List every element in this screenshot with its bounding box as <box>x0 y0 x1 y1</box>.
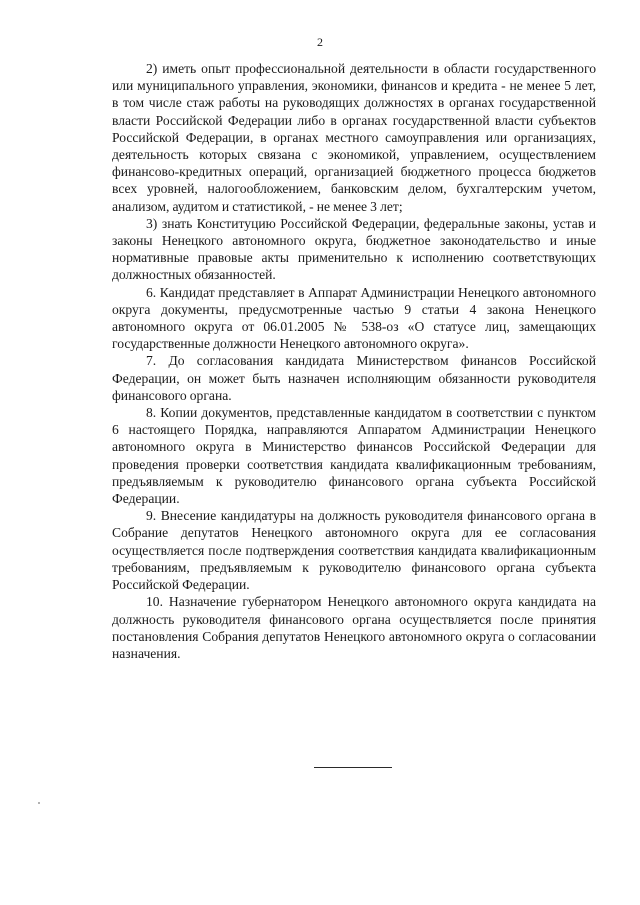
paragraph-item-10: 10. Назначение губернатором Ненецкого автономного округа кандидата на должность руководителя финансового органа осуществляется после принятия постановления Собрания депутатов Ненецкого автономного округа о согласовании назначения. <box>112 594 596 661</box>
paragraph-item-9: 9. Внесение кандидатуры на должность руководителя финансового органа в Собрание депутатов Ненецкого автономного округа для ее согласования осуществляется после подтверждения соответствия кандидата квалификационным требованиям, предъявляемым к руководителю финансового органа субъекта Российской Федерации. <box>112 508 596 593</box>
paragraph-item-6: 6. Кандидат представляет в Аппарат Администрации Ненецкого автономного округа документы, предусмотренные частью 9 статьи 4 закона Ненецкого автономного округа от 06.01.2005 № 538-оз «О статусе лиц, замещающих государственные должности Ненецкого автономного округа». <box>112 284 596 352</box>
document-body <box>112 60 596 662</box>
page-number: 2 <box>317 35 323 49</box>
paragraph-requirement-2: 2) иметь опыт профессиональной деятельности в области государственного или муниципального управления, экономики, финансов и кредита - не менее 5 лет, в том числе стаж работы на руководящих должностях в органах государственной власти Российской Федерации либо в органах государственной власти субъектов Российской Федерации, в органах местного самоуправления или организациях, деятельность которых связана с экономикой, управлением, осуществлением финансово-кредитных операций, организацией бюджетного процесса бюджетов всех уровней, налогообложением, банковским делом, бухгалтерским учетом, анализом, аудитом и статистикой, - не менее 3 лет; <box>112 61 596 214</box>
paragraph-item-7: 7. До согласования кандидата Министерством финансов Российской Федерации, он может быть назначен исполняющим обязанности руководителя финансового органа. <box>112 353 596 403</box>
end-separator-line <box>314 767 392 768</box>
scan-speck <box>38 802 40 804</box>
paragraph-item-8: 8. Копии документов, представленные кандидатом в соответствии с пунктом 6 настоящего Порядка, направляются Аппаратом Администрации Ненецкого автономного округа в Министерство финансов Российской Федерации для проведения проверки соответствия кандидата квалификационным требованиям, предъявляемым к руководителю финансового органа субъекта Российской Федерации. <box>112 405 596 507</box>
paragraph-requirement-3: 3) знать Конституцию Российской Федерации, федеральные законы, устав и законы Ненецкого автономного округа, бюджетное законодательство и иные нормативные правовые акты применительно к исполнению соответствующих должностных обязанностей. <box>112 215 596 283</box>
